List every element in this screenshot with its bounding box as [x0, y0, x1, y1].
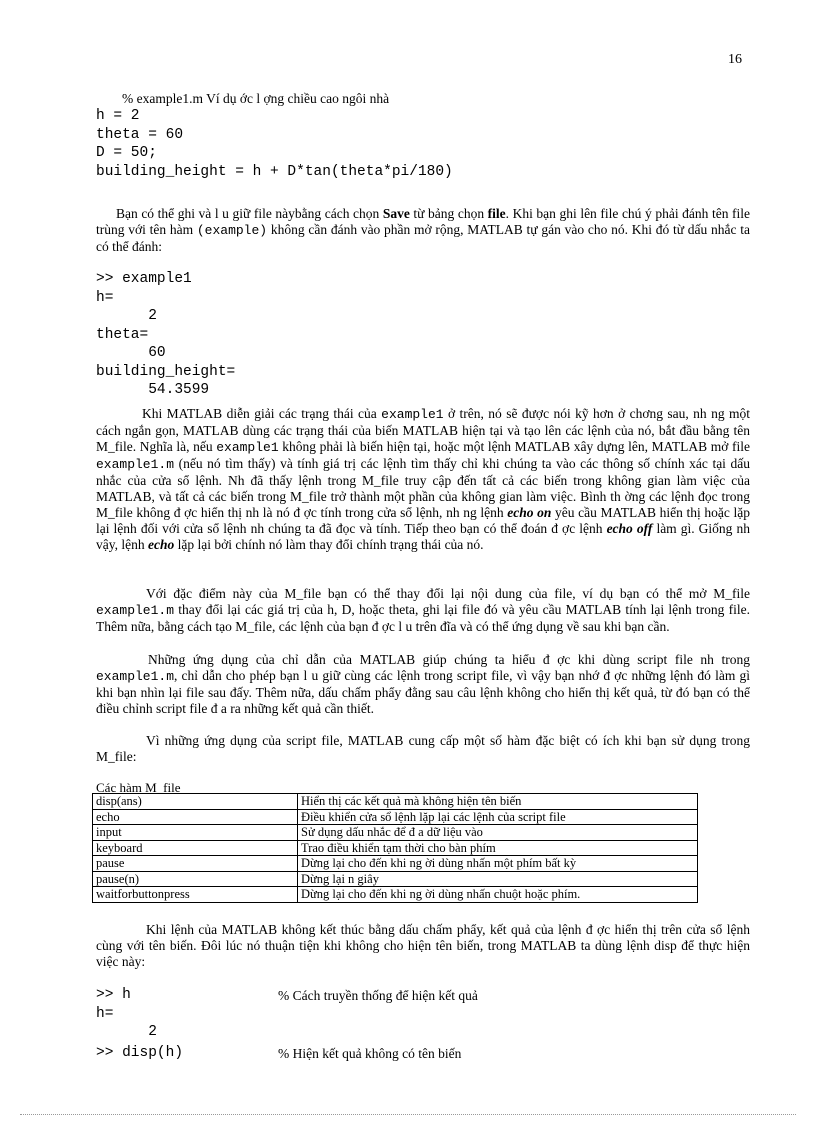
bold-echo-off: echo off	[606, 521, 653, 536]
m-file-functions-table	[92, 793, 698, 903]
page-bottom-divider	[20, 1114, 796, 1115]
code-comment: % Cách truyền thống để hiện kết quả	[278, 988, 478, 1003]
text-run: không cần đánh vào phần mở rộng, MATLAB tự gán vào cho nó. Khi đó từ dấu nhắc ta có thể đánh:	[96, 222, 750, 254]
function-name-cell: pause(n)	[93, 871, 298, 887]
function-desc-cell: Điều khiển cửa sổ lệnh lặp lại các lệnh của script file	[298, 809, 698, 825]
bold-echo: echo	[147, 537, 175, 552]
text-run: làm gì. Giống nh vậy, lệnh	[96, 521, 750, 552]
table-row	[93, 825, 698, 841]
code-line: >> disp(h)	[96, 1045, 184, 1061]
code-line: 60	[96, 345, 166, 361]
code-line: >> h	[96, 987, 131, 1003]
inline-code: example1.m	[96, 457, 175, 472]
paragraph-2	[96, 406, 750, 553]
inline-code: example1	[381, 407, 444, 422]
paragraph-5: Vì những ứng dụng của script file, MATLAB cung cấp một số hàm đặc biệt có ích khi bạn sử dụng trong M_file:	[96, 733, 750, 764]
code-line: D = 50;	[96, 145, 157, 161]
function-desc-cell: Dừng lại cho đến khi ng ời dùng nhấn một phím bất kỳ	[298, 856, 698, 872]
text-run: yêu cầu MATLAB hiển thị hoặc lặp lại lệnh đối với cửa sổ lệnh nh chúng ta đã đọc và tính. Tiếp theo bạn có thể đoán đ ợc lệnh	[96, 505, 751, 536]
function-name-cell: echo	[93, 809, 298, 825]
text-run: Bạn có thể ghi và l u giữ file nàybằng cách chọn	[116, 206, 383, 221]
table-caption: Các hàm M_file	[96, 780, 181, 795]
function-desc-cell: Dừng lại n giây	[298, 871, 698, 887]
bold-file: file	[487, 206, 506, 221]
page-number: 16	[728, 52, 742, 67]
code-line: 54.3599	[96, 382, 210, 398]
code-line: h = 2	[96, 108, 140, 124]
function-name-cell: waitforbuttonpress	[93, 887, 298, 903]
function-name-cell: input	[93, 825, 298, 841]
text-run: không phải là biến hiện tại, hoặc một lệnh MATLAB xây dựng lên, MATLAB mở file	[278, 439, 750, 454]
table-body	[93, 794, 698, 903]
code-line: 2	[96, 308, 157, 324]
code-line: 2	[96, 1024, 157, 1040]
function-name-cell: pause	[93, 856, 298, 872]
table-row	[93, 794, 698, 810]
code-comment: % example1.m Ví dụ ớc l ợng chiều cao ngôi nhà	[122, 91, 390, 106]
code-line: building_height=	[96, 363, 236, 380]
text-run: lặp lại bởi chính nó làm thay đổi chính trạng thái của nó.	[174, 537, 484, 552]
inline-code: example1	[216, 440, 279, 455]
bold-echo-on: echo on	[507, 505, 552, 520]
code-comment: % Hiện kết quả không có tên biến	[278, 1046, 462, 1061]
table-row	[93, 809, 698, 825]
table-row	[93, 871, 698, 887]
paragraph-4	[96, 652, 750, 717]
code-line: building_height = h + D*tan(theta*pi/180)	[96, 163, 453, 180]
function-desc-cell: Sử dụng dấu nhắc để đ a dữ liệu vào	[298, 825, 698, 841]
code-line: >> example1	[96, 271, 192, 287]
function-desc-cell: Hiển thị các kết quả mà không hiện tên biến	[298, 794, 698, 810]
code-block-1	[96, 107, 453, 181]
code-line: theta = 60	[96, 126, 184, 143]
text-run: . Khi bạn ghi lên file chú ý phải đánh tên file trùng với tên hàm	[96, 206, 750, 237]
text-run: Khi MATLAB diễn giải các trạng thái của	[142, 406, 382, 421]
text-run: Với đặc điểm này của M_file bạn có thể thay đổi lại nội dung của file, ví dụ bạn có thể mở M_file	[146, 586, 750, 601]
text-run: , chỉ dẫn cho phép bạn l u giữ cùng các lệnh trong script file, vì vậy bạn nhớ đ ợc những lệnh đó làm gì khi bạn nhìn lại file sau đấy. Thêm nữa, dấu chấm phẩy đằng sau câu lệnh không cho hiển thị kết quả, từ đó bạn có thể điều chỉnh script file đ a ra những kết quả cần thiết.	[96, 668, 750, 716]
paragraph-1	[96, 206, 750, 255]
table-row	[93, 887, 698, 903]
function-name-cell: keyboard	[93, 840, 298, 856]
text-run: thay đổi lại các giá trị của h, D, hoặc theta, ghi lại file đó và yêu cầu MATLAB tính lại lệnh trong file. Thêm nữa, bằng cách tạo M_file, các lệnh của bạn đ ợc l u trên đĩa và có thể ứng dụng về sau khi bạn cần.	[96, 602, 750, 634]
text-run: Những ứng dụng của chỉ dẫn của MATLAB giúp chúng ta hiểu đ ợc khi dùng script file nh trong	[148, 652, 750, 667]
table-row	[93, 856, 698, 872]
code-line: theta=	[96, 326, 149, 343]
code-line: h=	[96, 1006, 114, 1022]
text-run: (nếu nó tìm thấy) và tính giá trị các lệnh tìm thấy chỉ khi chúng ta vào các thông số chính xác tại dấu nhắc của cửa sổ lệnh. Nh đã thấy lệnh trong M_file truy cập đến tất cả các biến trong không gian làm việc của MATLAB, và tất cả các biến trong M_file trở thành một phần của không gian làm việc. Bình th ờng các lệnh đọc trong M_file không đ ợc hiển thị nh là nó đ ợc tính trong cửa sổ lệnh, nh ng lệnh	[96, 456, 750, 520]
inline-code: example1.m	[96, 603, 175, 618]
code-block-2	[96, 270, 235, 400]
function-desc-cell: Dừng lại cho đến khi ng ời dùng nhấn chuột hoặc phím.	[298, 887, 698, 903]
inline-code: (example)	[196, 223, 268, 238]
code-line: h=	[96, 289, 114, 306]
bold-save: Save	[382, 206, 410, 221]
paragraph-6: Khi lệnh của MATLAB không kết thúc bằng dấu chấm phẩy, kết quả của lệnh đ ợc hiển thị trên cửa sổ lệnh cùng với tên biến. Đôi lúc nó thuận tiện khi không cho hiện tên biến, trong MATLAB ta dùng lệnh disp để thực hiện việc này:	[96, 922, 750, 969]
function-desc-cell: Trao điều khiển tạm thời cho bàn phím	[298, 840, 698, 856]
paragraph-3	[96, 586, 750, 635]
function-name-cell: disp(ans)	[93, 794, 298, 810]
text-run: ở trên, nó sẽ được nói kỹ hơn ở chơng sau, nh ng một cách ngắn gọn, MATLAB dùng các trạng thái của biến MATLAB hiện tại và tạo lên các lệnh của nó, bắt đầu bằng tên M_file. Nghĩa là, nếu	[96, 406, 750, 454]
table-row	[93, 840, 698, 856]
inline-code: example1.m	[96, 669, 175, 684]
text-run: từ bảng chọn	[409, 206, 488, 221]
